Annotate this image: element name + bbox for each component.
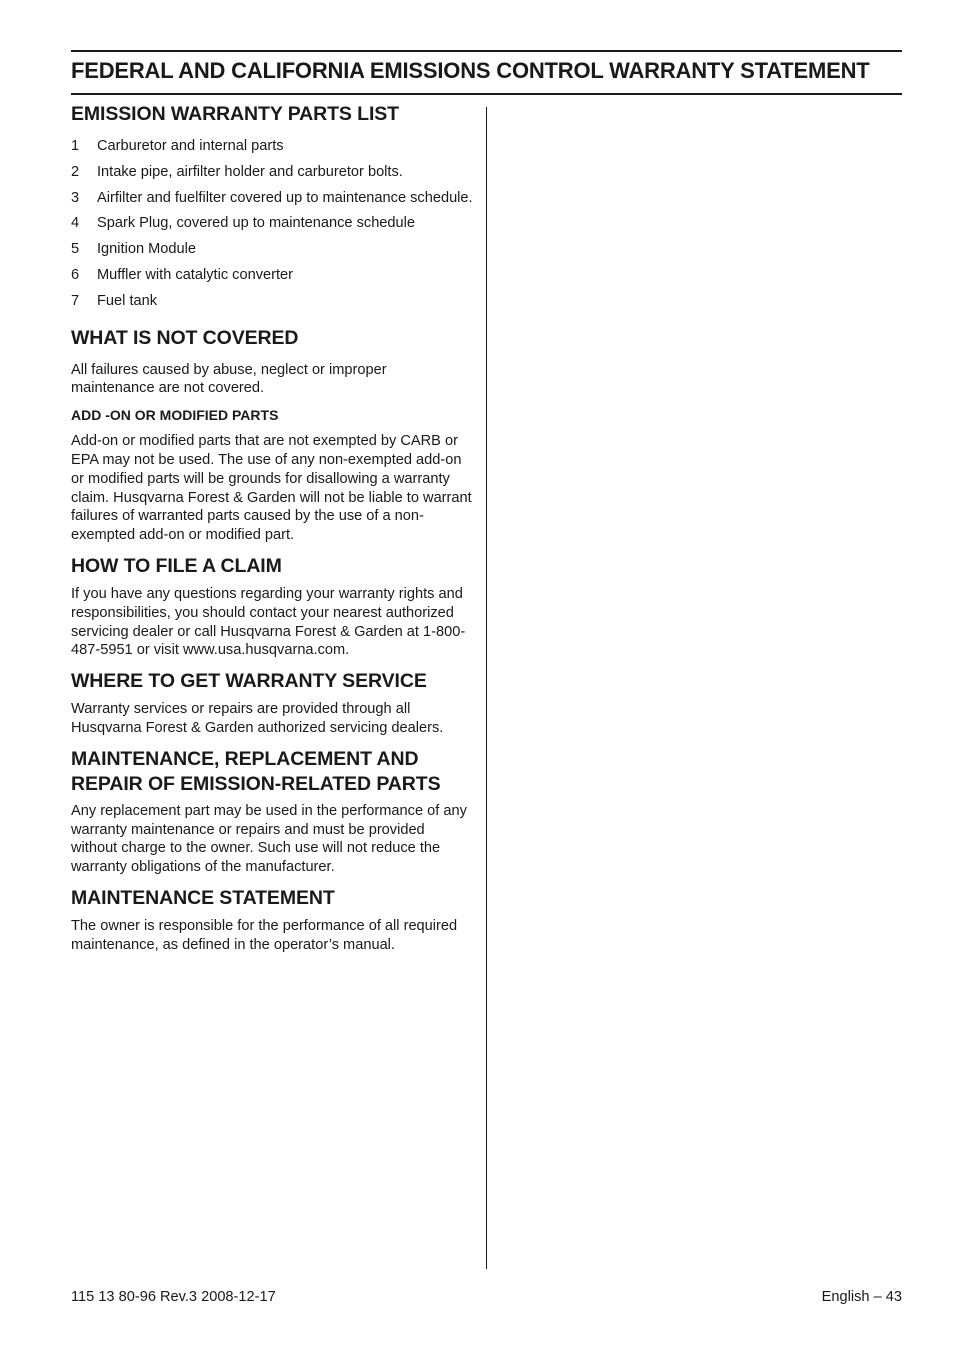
- warranty-service-text: Warranty services or repairs are provided through all Husqvarna Forest & Garden authorized servicing dealers.: [71, 701, 444, 736]
- list-item-text: Fuel tank: [97, 292, 158, 309]
- not-covered-heading: WHAT IS NOT COVERED: [71, 326, 299, 349]
- list-item-text: Ignition Module: [97, 241, 196, 258]
- footer-page-number: English – 43: [821, 1289, 902, 1305]
- list-item-text: Intake pipe, airfilter holder and carburetor bolts.: [97, 163, 403, 180]
- list-item-number: 7: [71, 292, 80, 309]
- list-item-text: Airfilter and fuelfilter covered up to maintenance schedule.: [97, 189, 473, 206]
- list-item: [71, 240, 473, 259]
- footer-doc-id: 115 13 80-96 Rev.3 2008-12-17: [71, 1289, 276, 1305]
- maintenance-statement-text: The owner is responsible for the performance of all required maintenance, as defined in the operator’s manual.: [71, 917, 458, 953]
- list-item: [71, 189, 473, 208]
- list-item: [71, 266, 473, 285]
- parts-list: [71, 137, 473, 311]
- list-item-number: 2: [71, 163, 80, 180]
- list-item-text: Carburetor and internal parts: [97, 138, 284, 154]
- file-claim-heading: HOW TO FILE A CLAIM: [71, 554, 282, 577]
- list-item-number: 4: [71, 215, 80, 232]
- list-item-number: 3: [71, 189, 80, 206]
- page-title: FEDERAL AND CALIFORNIA EMISSIONS CONTROL WARRANTY STATEMENT: [71, 58, 870, 83]
- list-item: [71, 163, 473, 182]
- maintenance-parts-heading-line1: MAINTENANCE, REPLACEMENT AND: [71, 747, 419, 770]
- file-claim-text: If you have any questions regarding your warranty rights and responsibilities, you should contact your nearest authorized servicing dealer or call Husqvarna Forest & Garden at 1-800-487-5951 or visit www.usa.husqvarna.com.: [71, 585, 466, 659]
- maintenance-parts-heading-line2: REPAIR OF EMISSION-RELATED PARTS: [71, 772, 441, 795]
- list-item: [71, 214, 473, 233]
- add-on-parts-subheading: ADD -ON OR MODIFIED PARTS: [71, 407, 279, 424]
- title-underline-rule: [71, 93, 902, 95]
- left-column: [71, 100, 473, 955]
- not-covered-text: All failures caused by abuse, neglect or improper maintenance are not covered.: [71, 361, 387, 397]
- maintenance-statement-heading: MAINTENANCE STATEMENT: [71, 886, 335, 909]
- list-item-text: Spark Plug, covered up to maintenance schedule: [97, 215, 416, 232]
- list-item: [71, 292, 473, 311]
- parts-list-heading: EMISSION WARRANTY PARTS LIST: [71, 103, 399, 125]
- top-rule: [71, 50, 902, 52]
- maintenance-parts-text: Any replacement part may be used in the performance of any warranty maintenance or repairs and must be provided without charge to the owner. Such use will not reduce the warranty obligations of the manufacturer.: [71, 802, 467, 876]
- list-item: [71, 137, 473, 156]
- list-item-number: 1: [71, 138, 80, 154]
- add-on-parts-text: Add-on or modified parts that are not exempted by CARB or EPA may not be used. The use of any non-exempted add-on or modified parts will be grounds for disallowing a warranty claim. Husqvarna Forest & Garden will not be liable to warrant failures of warranted parts caused by the use of a non-exempted add-on or modified part.: [71, 433, 472, 544]
- list-item-number: 5: [71, 241, 80, 258]
- maintenance-parts-heading: [71, 747, 473, 797]
- list-item-text: Muffler with catalytic converter: [97, 266, 294, 283]
- column-divider: [486, 107, 487, 1269]
- warranty-service-heading: WHERE TO GET WARRANTY SERVICE: [71, 670, 427, 693]
- list-item-number: 6: [71, 266, 80, 283]
